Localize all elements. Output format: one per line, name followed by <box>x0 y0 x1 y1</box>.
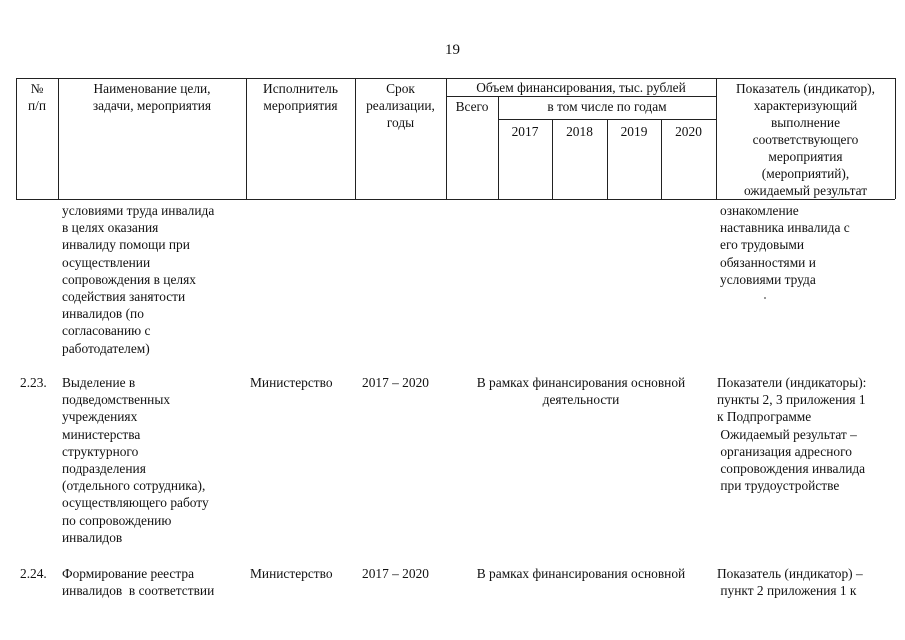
header-year: 2018 <box>566 124 593 139</box>
row-indicator-cell: Показатели (индикаторы): пункты 2, 3 приложения 1 к Подпрограмме Ожидаемый результат – организация адресного сопровождения инвалида при трудоустройстве <box>717 375 867 494</box>
scan-speck <box>764 297 766 299</box>
row-indicator-cell: Показатель (индикатор) – пункт 2 приложения 1 к <box>717 566 863 599</box>
header-indicator: Показатель (индикатор), характеризующий выполнение соответствующего мероприятия (мероприятий), ожидаемый результат <box>736 81 875 198</box>
header-by-years: в том числе по годам <box>547 99 667 114</box>
header-year: 2020 <box>675 124 702 139</box>
row-financing-cell: В рамках финансирования основной деятельности <box>476 375 686 408</box>
row-term-cell: 2017 – 2020 <box>362 375 429 390</box>
header-year: 2017 <box>511 124 539 139</box>
row-number-cell: 2.23. <box>20 375 47 390</box>
row-number-cell: 2.24. <box>20 566 47 581</box>
header-term: Срок реализации, годы <box>366 81 435 130</box>
row-executor-cell: Министерство <box>250 375 333 390</box>
row-term-cell: 2017 – 2020 <box>362 566 429 581</box>
header-year: 2019 <box>620 124 648 139</box>
header-total: Всего <box>455 99 489 114</box>
row-name-cell: Выделение в подведомственных учреждениях министерства структурного подразделения (отдельного сотрудника), осуществляющего работу по сопровождению инвалидов <box>62 375 209 545</box>
row-name-cell: Формирование реестра инвалидов в соответствии <box>62 566 215 599</box>
page-number: 19 <box>445 42 460 58</box>
row-name-cell: условиями труда инвалида в целях оказания инвалиду помощи при осуществлении сопровождения в целях содействия занятости инвалидов (по согласованию с работодателем) <box>62 203 215 356</box>
header-financing: Объем финансирования, тыс. рублей <box>476 80 686 95</box>
row-indicator-cell: ознакомление наставника инвалида с его трудовыми обязанностями и условиями труда <box>720 203 850 287</box>
header-number: № п/п <box>27 81 47 113</box>
header-name: Наименование цели, задачи, мероприятия <box>92 81 212 113</box>
header-executor: Исполнитель мероприятия <box>263 81 338 113</box>
row-executor-cell: Министерство <box>250 566 333 581</box>
row-financing-cell: В рамках финансирования основной <box>476 566 686 581</box>
